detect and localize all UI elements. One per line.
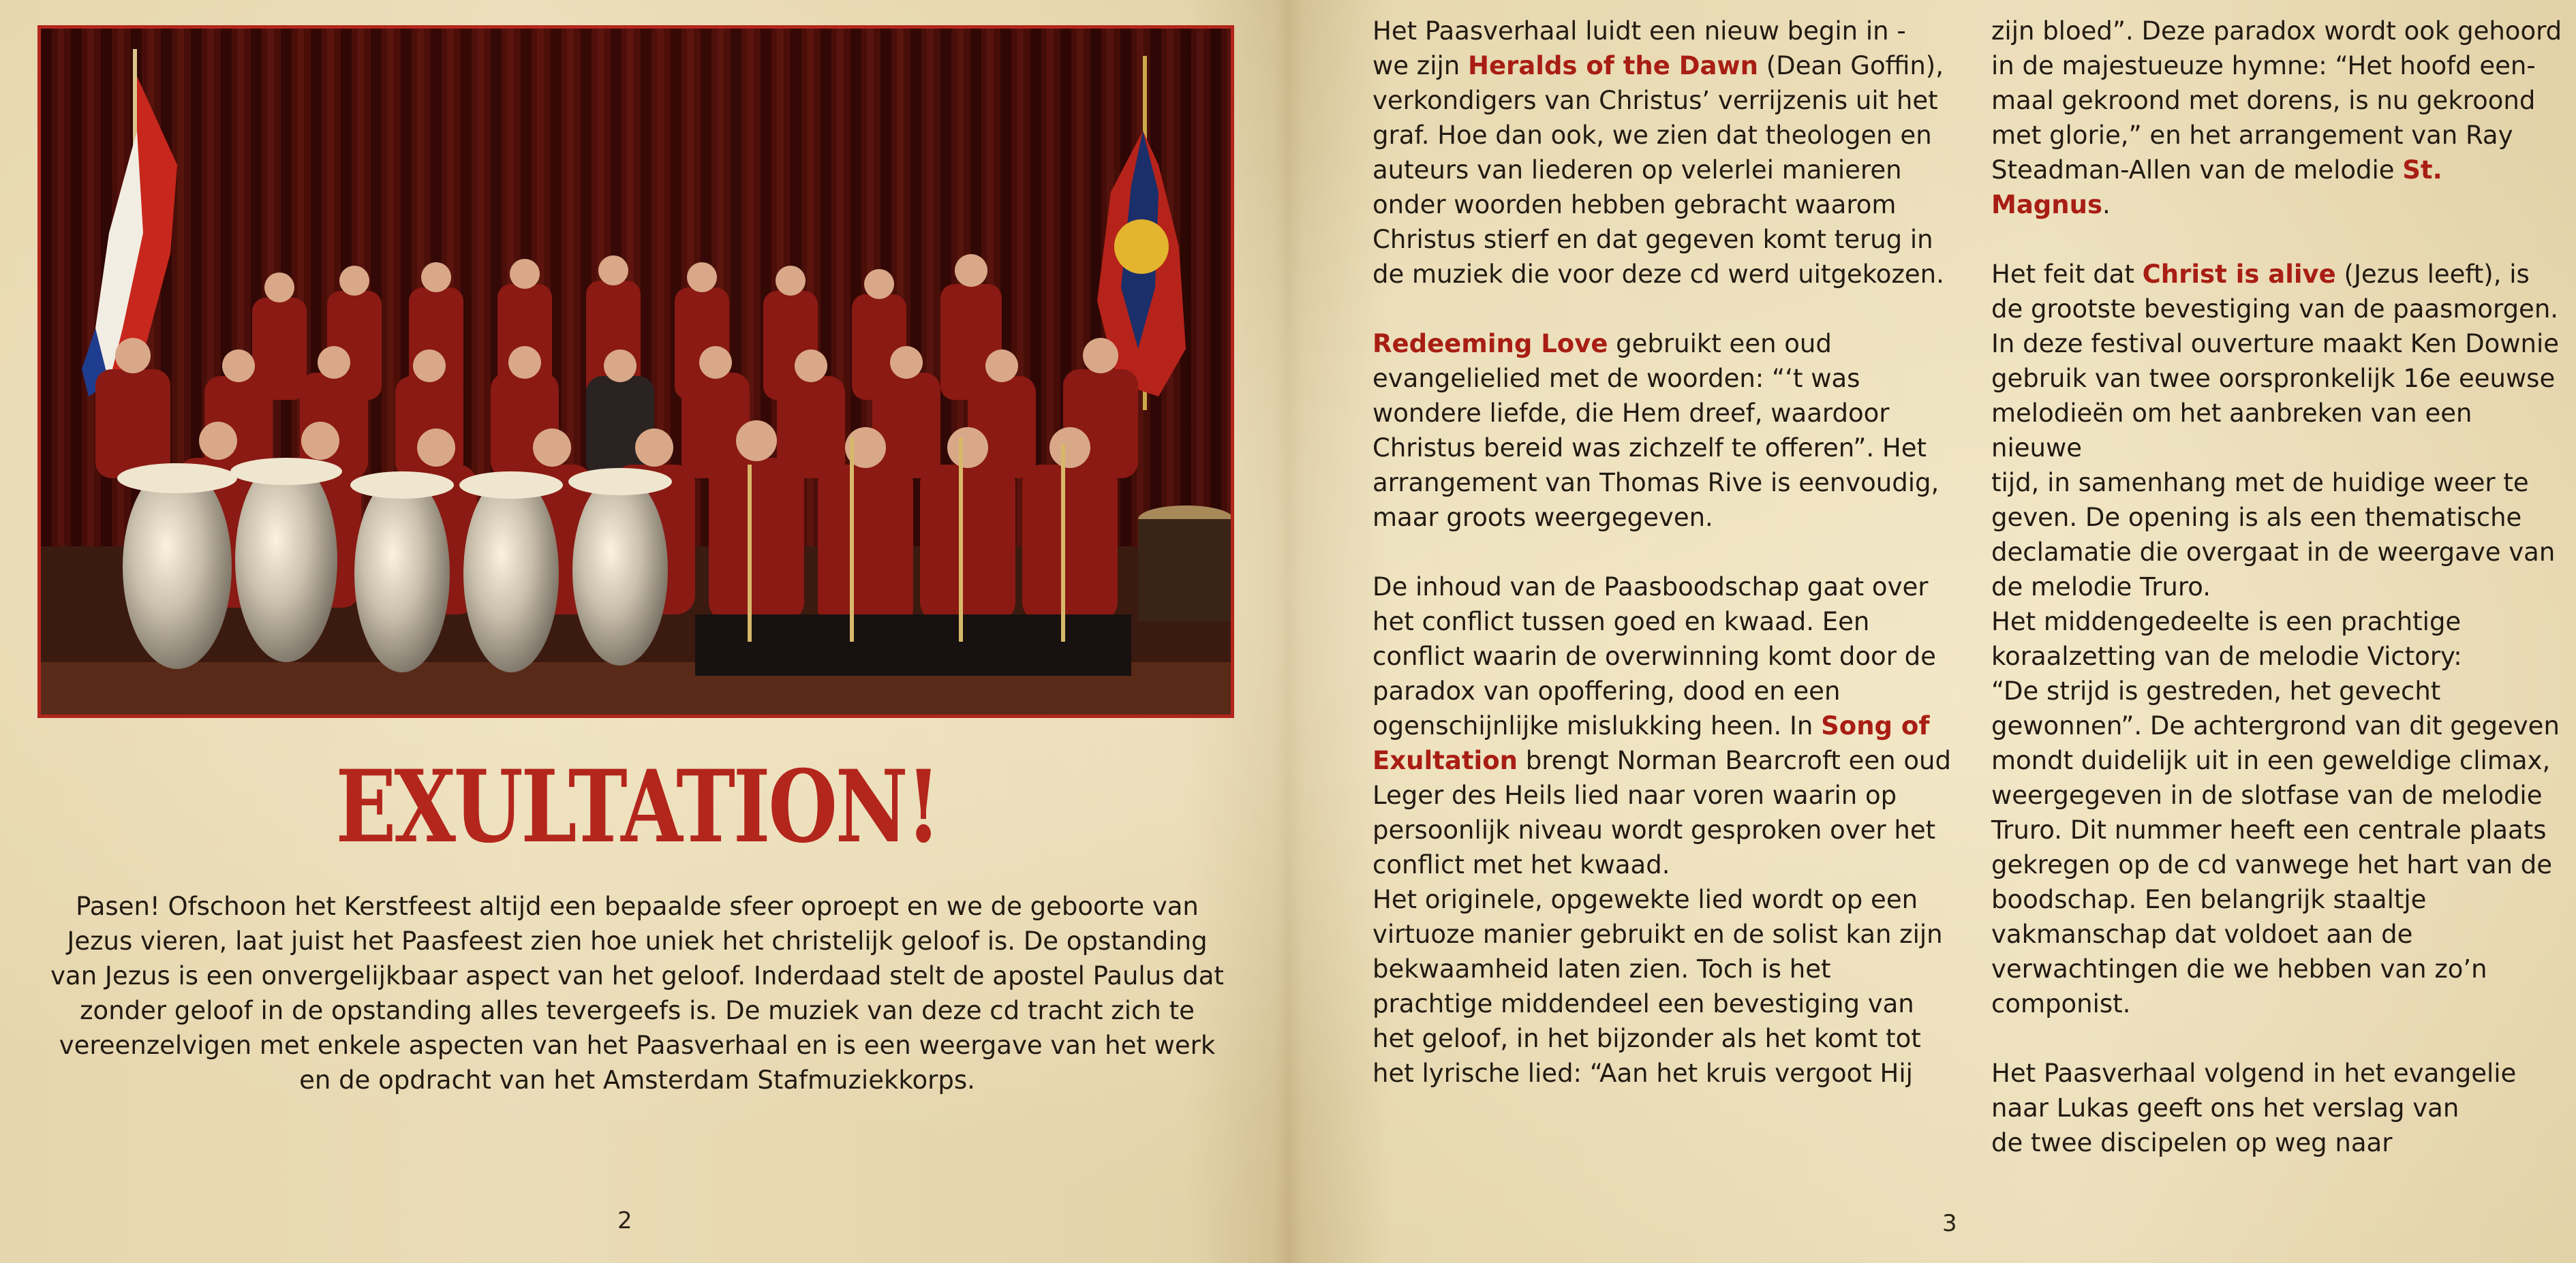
intro-paragraph: Pasen! Ofschoon het Kerstfeest altijd een bepaalde sfeer oproept en we de geboorte van Jezus vieren, laat juist het Paasfeest zien hoe uniek het christelijk geloof is. De opstanding van Jezus is een onvergelijkbaar aspect van het geloof. Inderdaad stelt de apostel Paulus dat zonder geloof in de opstanding alles tevergeefs is. De muziek van deze cd tracht zich te vereenzelvigen met enkele aspecten van het Paasverhaal en is een weergave van het werk en de opdracht van het Amsterdam Stafmuziekkorps. (50, 892, 1224, 1095)
band-photo-image (41, 29, 1231, 715)
text-run: (Jezus leeft), is de grootste bevestiging van de paasmorgen. In deze festival ouverture maakt Ken Downie gebruik van twee oorspronkelijk 16e eeuwse melodieën om het aanbreken van een nieuwe tijd, in samenhang met de huidige weer te geven. De opening is als een thematische declamatie die overgaat in de weergave van de melodie Truro. (1991, 260, 2559, 602)
paragraph-gap (1991, 222, 2564, 257)
text-run: brengt Norman Bearcroft een oud Leger des Heils lied naar voren waarin op persoonlijk niveau wordt gesproken over het conflict met het kwaad. (1373, 746, 1951, 879)
paragraph-heralds (1373, 14, 1959, 292)
paragraph-gap (1991, 1021, 2564, 1056)
text-run: Het Paasverhaal luidt een nieuw begin in - we zijn (1373, 16, 1906, 80)
song-title-heralds-of-the-dawn: Heralds of the Dawn (1467, 51, 1758, 80)
text-run: zijn bloed”. Deze paradox wordt ook gehoord in de majestueuze hymne: “Het hoofd een- maal gekroond met dorens, is nu gekroond met glorie,” en het arrangement van Ray Steadman-Allen van de melodie (1991, 16, 2562, 185)
song-title-redeeming-love: Redeeming Love (1373, 329, 1608, 358)
paragraph-gap (1373, 535, 1959, 570)
band-photo (37, 25, 1234, 718)
paragraph-gap (1373, 292, 1959, 326)
song-title-song-of-exultation: Song of Exultation (1373, 711, 1930, 775)
text-run: . (2102, 190, 2111, 219)
text-run: Het feit dat (1991, 260, 2143, 289)
paragraph-original-song: Het originele, opgewekte lied wordt op een virtuoze manier gebruikt en de solist kan zijn bekwaamheid laten zien. Toch is het prachtige middendeel een bevestiging van het geloof, in het bijzonder als het komt tot het lyrische lied: “Aan het kruis vergoot Hij (1373, 885, 1943, 1088)
text-run: (Dean Goffin), verkondigers van Christus’ verrijzenis uit het graf. Hoe dan ook, we zien dat theologen en auteurs van liederen op velerlei manieren onder woorden hebben gebracht waarom Christus stierf en dat gegeven komt terug in de muziek die voor deze cd werd uitgekozen. (1373, 51, 1944, 289)
paragraph-lukas: Het Paasverhaal volgend in het evangelie naar Lukas geeft ons het verslag van de twee discipelen op weg naar (1991, 1059, 2517, 1157)
page-number-right: 3 (1942, 1210, 1957, 1237)
text-run: De inhoud van de Paasboodschap gaat over het conflict tussen goed en kwaad. Een conflict waarin de overwinning komt door de paradox van opoffering, dood en een ogenschijnlijke mislukking heen. In (1373, 572, 1936, 740)
paragraph-st-magnus (1991, 14, 2564, 222)
paragraph-redeeming-love (1373, 326, 1959, 535)
paragraph-song-of-exultation (1373, 570, 1959, 882)
text-run: gebruikt een oud evangelielied met de woorden: “‘t was wondere liefde, die Hem dreef, waardoor Christus bereid was zichzelf te offeren”. Het arrangement van Thomas Rive is eenvoudig, maar groots weergegeven. (1373, 329, 1939, 532)
text-column-1 (1373, 14, 1959, 1091)
page-number-left: 2 (617, 1207, 632, 1234)
paragraph-middle-section: Het middengedeelte is een prachtige koraalzetting van de melodie Victory: “De strijd is gestreden, het gevecht gewonnen”. De achtergrond van dit gegeven mondt duidelijk uit in een geweldige climax, weergegeven in de slotfase van de melodie Truro. Dit nummer heeft een centrale plaats gekregen op de cd vanwege het hart van de boodschap. Een belangrijk staaltje vakmanschap dat voldoet aan de verwachtingen die we hebben van zo’n componist. (1991, 607, 2560, 1018)
song-title-christ-is-alive: Christ is alive (2142, 260, 2336, 289)
song-title-st-magnus: St. Magnus (1991, 155, 2442, 219)
album-title: EXULTATION! (335, 749, 939, 865)
right-page (1288, 0, 2576, 1263)
text-column-2 (1991, 14, 2564, 1160)
paragraph-christ-is-alive (1991, 257, 2564, 604)
